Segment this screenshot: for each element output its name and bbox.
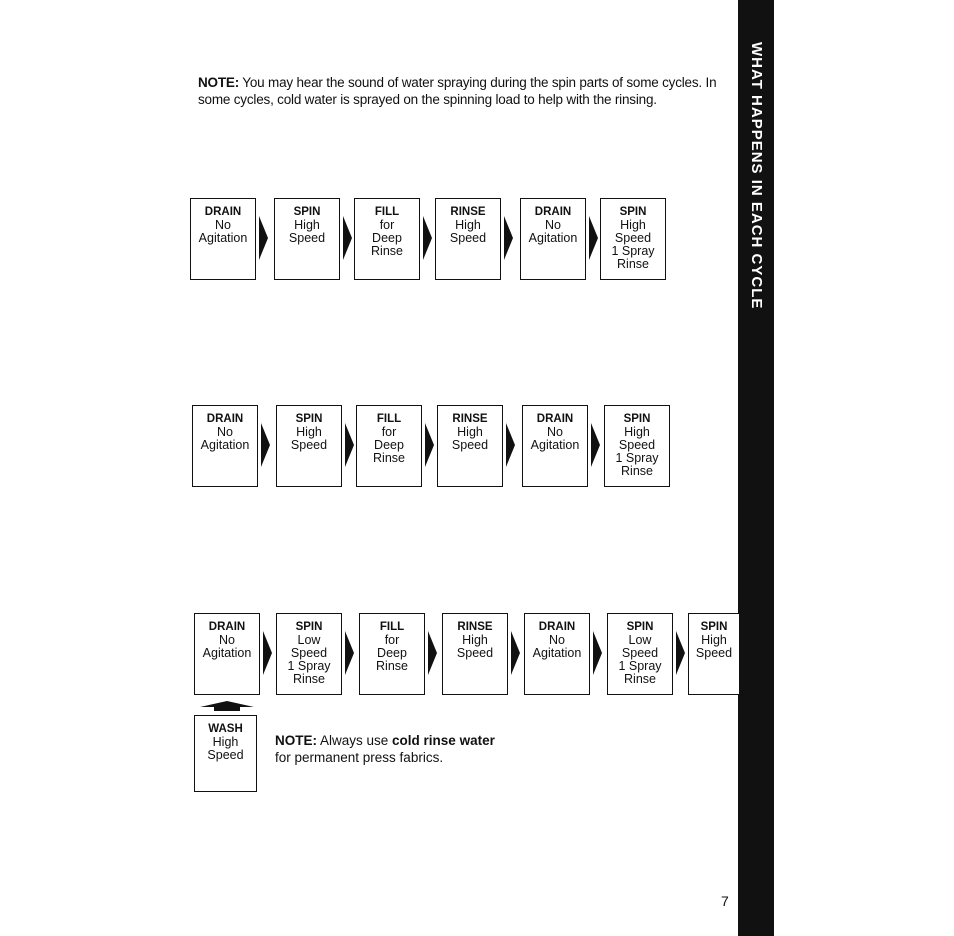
step-line: No xyxy=(547,425,563,439)
step-fill xyxy=(356,405,422,487)
step-drain xyxy=(190,198,256,280)
step-line: Rinse xyxy=(624,672,656,686)
arrow-right-icon xyxy=(506,423,515,467)
step-line: 1 Spray xyxy=(611,244,655,258)
step-spin xyxy=(276,613,342,695)
note-cold-rinse xyxy=(275,732,695,766)
arrow-right-icon xyxy=(343,216,352,260)
step-drain xyxy=(192,405,258,487)
step-line: Rinse xyxy=(293,672,325,686)
step-title: SPIN xyxy=(293,206,321,218)
step-line: No xyxy=(217,425,233,439)
arrow-right-icon xyxy=(259,216,268,260)
step-line: High xyxy=(212,735,239,749)
step-spin xyxy=(607,613,673,695)
step-drain xyxy=(522,405,588,487)
note-label: NOTE: xyxy=(275,732,317,748)
step-title: DRAIN xyxy=(536,413,574,425)
note-emphasis: cold rinse water xyxy=(392,732,495,748)
step-title: FILL xyxy=(379,621,405,633)
step-rinse xyxy=(442,613,508,695)
step-title: RINSE xyxy=(450,206,486,218)
step-drain xyxy=(524,613,590,695)
page-number: 7 xyxy=(721,893,729,909)
step-line: High xyxy=(455,218,481,232)
step-title: RINSE xyxy=(457,621,493,633)
step-line: for xyxy=(379,218,395,232)
step-line: Rinse xyxy=(617,257,649,271)
step-line: Agitation xyxy=(530,438,580,452)
arrow-right-icon xyxy=(261,423,270,467)
arrow-right-icon xyxy=(345,423,354,467)
arrow-right-icon xyxy=(425,423,434,467)
step-line: 1 Spray xyxy=(287,659,331,673)
step-spin xyxy=(688,613,740,695)
step-line: High xyxy=(296,425,322,439)
arrow-right-icon xyxy=(345,631,354,675)
step-drain xyxy=(520,198,586,280)
note-text: for permanent press fabrics. xyxy=(275,749,444,765)
note-spray xyxy=(198,74,738,108)
step-title: DRAIN xyxy=(206,413,244,425)
step-title: DRAIN xyxy=(204,206,242,218)
arrow-right-icon xyxy=(593,631,602,675)
arrow-right-icon xyxy=(428,631,437,675)
step-line: Low xyxy=(297,633,321,647)
step-line: Speed xyxy=(695,646,733,660)
step-line: High xyxy=(457,425,483,439)
arrow-right-icon xyxy=(423,216,432,260)
step-line: High xyxy=(294,218,320,232)
step-line: Speed xyxy=(290,438,328,452)
step-line: Deep xyxy=(374,438,404,452)
up-arrow-icon xyxy=(200,701,254,711)
step-line: Speed xyxy=(451,438,489,452)
note-label: NOTE: xyxy=(198,74,239,90)
step-drain xyxy=(194,613,260,695)
step-line: for xyxy=(381,425,397,439)
step-line: Low xyxy=(628,633,652,647)
step-line: High xyxy=(462,633,488,647)
step-line: Speed xyxy=(290,646,328,660)
step-line: High xyxy=(701,633,727,647)
step-title: WASH xyxy=(208,723,243,735)
step-line: for xyxy=(384,633,400,647)
step-rinse xyxy=(437,405,503,487)
step-line: Speed xyxy=(456,646,494,660)
step-line: Deep xyxy=(377,646,407,660)
step-spin xyxy=(274,198,340,280)
arrow-right-icon xyxy=(511,631,520,675)
step-line: High xyxy=(620,218,646,232)
step-line: Rinse xyxy=(371,244,403,258)
step-fill xyxy=(354,198,420,280)
step-line: Rinse xyxy=(621,464,653,478)
step-line: Speed xyxy=(614,231,652,245)
step-line: Agitation xyxy=(532,646,582,660)
step-line: Speed xyxy=(621,646,659,660)
step-line: Speed xyxy=(449,231,487,245)
step-title: DRAIN xyxy=(208,621,246,633)
step-fill xyxy=(359,613,425,695)
step-rinse xyxy=(435,198,501,280)
step-line: Rinse xyxy=(373,451,405,465)
arrow-right-icon xyxy=(676,631,685,675)
step-title: SPIN xyxy=(700,621,728,633)
step-line: Agitation xyxy=(528,231,578,245)
step-title: SPIN xyxy=(295,413,323,425)
step-line: 1 Spray xyxy=(618,659,662,673)
step-line: 1 Spray xyxy=(615,451,659,465)
side-tab-label: WHAT HAPPENS IN EACH CYCLE xyxy=(748,42,765,310)
step-line: Speed xyxy=(288,231,326,245)
step-title: SPIN xyxy=(623,413,651,425)
arrow-right-icon xyxy=(504,216,513,260)
step-spin xyxy=(276,405,342,487)
step-spin xyxy=(604,405,670,487)
step-line: High xyxy=(624,425,650,439)
step-title: SPIN xyxy=(626,621,654,633)
arrow-right-icon xyxy=(589,216,598,260)
step-title: FILL xyxy=(376,413,402,425)
arrow-right-icon xyxy=(263,631,272,675)
step-line: Deep xyxy=(372,231,402,245)
step-title: FILL xyxy=(374,206,400,218)
step-title: RINSE xyxy=(452,413,488,425)
step-spin xyxy=(600,198,666,280)
step-title: SPIN xyxy=(619,206,647,218)
step-title: DRAIN xyxy=(538,621,576,633)
step-line: Agitation xyxy=(200,438,250,452)
step-line: Agitation xyxy=(202,646,252,660)
step-wash xyxy=(194,715,257,792)
step-line: Speed xyxy=(618,438,656,452)
note-text: You may hear the sound of water spraying during the spin parts of some cycles. In some cycles, cold water is sprayed on the spinning load to help with the rinsing. xyxy=(198,74,717,107)
step-line: No xyxy=(215,218,231,232)
step-line: No xyxy=(549,633,565,647)
note-text: Always use xyxy=(317,732,393,748)
step-line: No xyxy=(545,218,561,232)
step-line: No xyxy=(219,633,235,647)
arrow-right-icon xyxy=(591,423,600,467)
step-title: SPIN xyxy=(295,621,323,633)
step-line: Rinse xyxy=(376,659,408,673)
step-line: Agitation xyxy=(198,231,248,245)
step-title: DRAIN xyxy=(534,206,572,218)
step-line: Speed xyxy=(207,748,244,762)
